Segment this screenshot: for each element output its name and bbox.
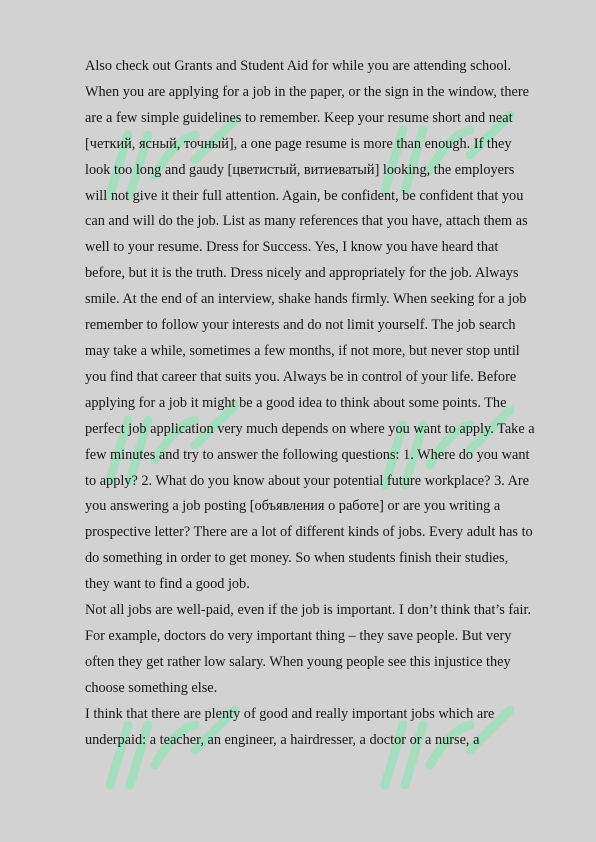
- paragraph: Also check out Grants and Student Aid for while you are attending school. When you are applying for a job in the paper, or the sign in the window, there are a few simple guidelines to remember. Keep your resume short and neat [четкий, ясный, точный], a one page resume is more than enough. If they look too long and gaudy [цветистый, витиеватый] looking, the employers will not give it their full attention. Again, be confident, be confident that you can and will do the job. List as many references that you have, attach them as well to your resume. Dress for Success. Yes, I know you have heard that before, but it is the truth. Dress nicely and appropriately for the job. Always smile. At the end of an interview, shake hands firmly. When seeking for a job remember to follow your interests and do not limit yourself. The job search may take a while, sometimes a few months, if not more, but never stop until you find that career that suits you. Always be in control of your life. Before applying for a job it might be a good idea to think about some points. The perfect job application very much depends on where you want to apply. Take a few minutes and try to answer the following questions: 1. Where do you want to apply? 2. What do you know about your potential future workplace? 3. Are you answering a job posting [объявления о работе] or are you writing a prospective letter? There are a lot of different kinds of jobs. Every adult has to do something in order to get money. So when students finish their studies, they want to find a good job.: [85, 58, 535, 593]
- body-text: [85, 54, 535, 753]
- paragraph: I think that there are plenty of good and really important jobs which are underpaid: a teacher, an engineer, a hairdresser, a doctor or a nurse, a: [85, 705, 495, 748]
- paragraph: Not all jobs are well-paid, even if the job is important. I don’t think that’s fair. For example, doctors do very important thing – they save people. But very often they get rather low salary. When young people see this injustice they choose something else.: [85, 602, 532, 696]
